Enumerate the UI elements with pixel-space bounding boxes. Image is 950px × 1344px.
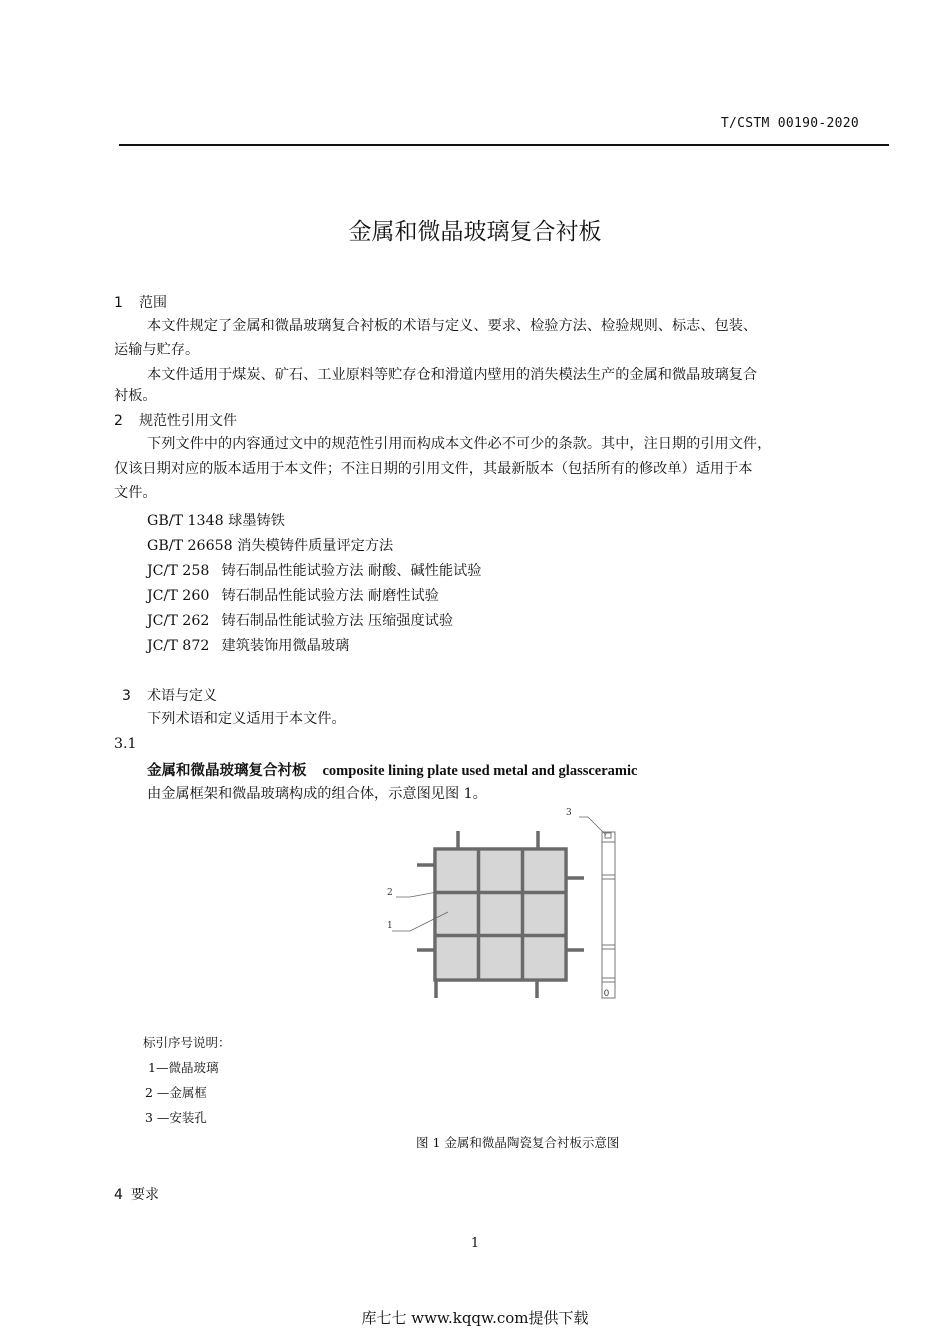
paragraph-line: 运输与贮存。 bbox=[114, 342, 200, 358]
figure-caption: 图 1 金属和微晶陶瓷复合衬板示意图 bbox=[416, 1135, 620, 1150]
paragraph-line: 仅该日期对应的版本适用于本文件；不注日期的引用文件，其最新版本（包括所有的修改单）适用于本 bbox=[114, 461, 753, 477]
paragraph-line: 文件。 bbox=[114, 485, 157, 501]
section-title: 要求 bbox=[131, 1187, 159, 1203]
figure-1-diagram bbox=[370, 800, 650, 1010]
ref-name: 球墨铸铁 bbox=[228, 513, 285, 529]
term-definition: 由金属框架和微晶玻璃构成的组合体，示意图见图 1。 bbox=[147, 786, 487, 802]
glass-tile bbox=[480, 894, 521, 934]
page-title: 金属和微晶玻璃复合衬板 bbox=[348, 219, 602, 245]
reference-item bbox=[147, 535, 393, 555]
section-number: 2 bbox=[114, 413, 123, 429]
ref-code: JC/T 258 bbox=[147, 563, 210, 579]
side-view bbox=[602, 832, 615, 998]
document-number: T/CSTM 00190-2020 bbox=[720, 116, 859, 131]
term-english: composite lining plate used metal and glassceramic bbox=[322, 763, 638, 779]
legend-title: 标引序号说明： bbox=[143, 1035, 231, 1050]
section-4-heading bbox=[114, 1184, 159, 1204]
glass-tile bbox=[437, 851, 477, 891]
ref-name: 建筑装饰用微晶玻璃 bbox=[221, 638, 350, 654]
glass-tile bbox=[524, 937, 564, 978]
term-number: 3.1 bbox=[114, 736, 137, 752]
page-number: 1 bbox=[470, 1236, 480, 1251]
glass-tile bbox=[524, 894, 564, 934]
ref-code: GB/T 26658 bbox=[147, 538, 233, 554]
ref-code: JC/T 262 bbox=[147, 613, 210, 629]
paragraph-line: 下列文件中的内容通过文中的规范性引用而构成本文件必不可少的条款。其中，注日期的引用文件， bbox=[147, 436, 772, 452]
section-title: 规范性引用文件 bbox=[139, 413, 237, 429]
section-number: 3 bbox=[122, 688, 131, 704]
ref-name: 铸石制品性能试验方法 耐酸、碱性能试验 bbox=[221, 563, 482, 579]
mounting-hole-label: 0 bbox=[603, 989, 610, 999]
glass-tile bbox=[524, 851, 564, 891]
ref-name: 铸石制品性能试验方法 压缩强度试验 bbox=[221, 613, 454, 629]
paragraph-line: 本文件规定了金属和微晶玻璃复合衬板的术语与定义、要求、检验方法、检验规则、标志、包装、 bbox=[147, 318, 758, 334]
glass-tile bbox=[480, 937, 521, 978]
legend-item: 3 —安装孔 bbox=[145, 1110, 207, 1125]
paragraph-line: 衬板。 bbox=[114, 388, 157, 404]
download-footer: 库七七 www.kqqw.com提供下载 bbox=[361, 1309, 589, 1327]
ref-name: 铸石制品性能试验方法 耐磨性试验 bbox=[221, 588, 439, 604]
section-2-heading bbox=[114, 410, 237, 430]
section-3-heading bbox=[122, 685, 217, 705]
ref-code: JC/T 260 bbox=[147, 588, 210, 604]
ref-code: GB/T 1348 bbox=[147, 513, 224, 529]
mounting-hole-top bbox=[605, 833, 611, 838]
section-1-heading bbox=[114, 292, 167, 312]
section-number: 4 bbox=[114, 1187, 123, 1203]
glass-tile bbox=[480, 851, 521, 891]
section-title: 术语与定义 bbox=[147, 688, 217, 704]
term-entry bbox=[147, 759, 637, 780]
reference-item bbox=[147, 610, 453, 630]
legend-item: 2 —金属框 bbox=[145, 1085, 207, 1100]
glass-tile bbox=[437, 937, 477, 978]
glass-tile bbox=[437, 894, 477, 934]
glass-tiles bbox=[437, 851, 564, 978]
ref-code: JC/T 872 bbox=[147, 638, 210, 654]
callout-2: 2 bbox=[387, 888, 393, 898]
header-rule bbox=[119, 144, 889, 146]
reference-item bbox=[147, 635, 349, 655]
legend-item: 1—微晶玻璃 bbox=[148, 1060, 219, 1075]
callout-1: 1 bbox=[387, 921, 393, 931]
term-chinese: 金属和微晶玻璃复合衬板 bbox=[147, 763, 307, 779]
reference-item bbox=[147, 510, 285, 530]
paragraph-line: 下列术语和定义适用于本文件。 bbox=[147, 711, 346, 727]
ref-name: 消失模铸件质量评定方法 bbox=[237, 538, 394, 554]
section-number: 1 bbox=[114, 295, 123, 311]
section-title: 范围 bbox=[139, 295, 167, 311]
callout-3: 3 bbox=[566, 808, 572, 818]
reference-item bbox=[147, 560, 481, 580]
reference-item bbox=[147, 585, 439, 605]
paragraph-line: 本文件适用于煤炭、矿石、工业原料等贮存仓和滑道内壁用的消失模法生产的金属和微晶玻璃复合 bbox=[147, 367, 758, 383]
